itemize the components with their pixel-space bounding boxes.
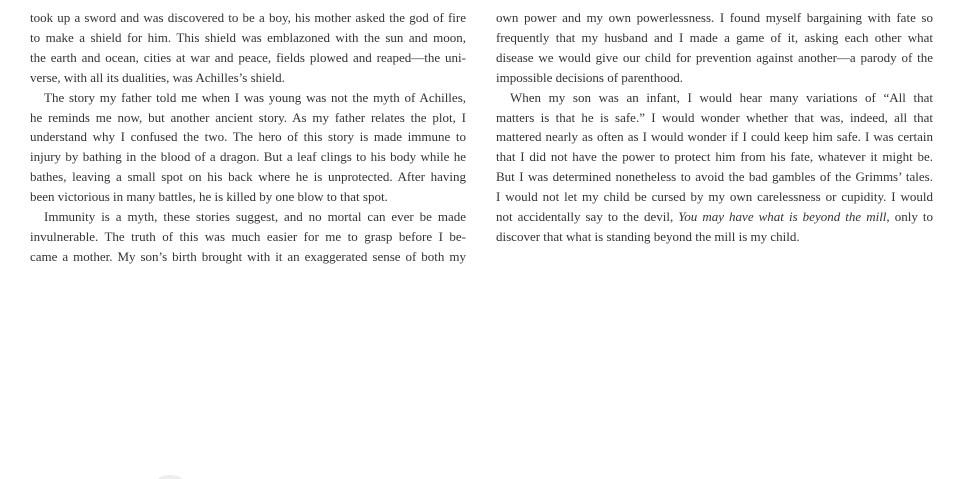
paragraph <box>496 8 933 88</box>
text-segment: matters is that he is safe.” I would wonder whether that was, indeed, all that <box>496 109 933 125</box>
text-line <box>30 28 466 48</box>
text-segment: The story my father told me when I was young was not the myth of Achilles, <box>44 89 466 105</box>
text-segment: injury by bathing in the blood of a dragon. But a leaf clings to his body while he <box>30 149 466 165</box>
text-segment: invulnerable. The truth of this was much easier for me to grasp before I be- <box>30 228 466 244</box>
text-segment: frequently that my husband and I made a game of it, asking each other what <box>496 29 933 45</box>
paragraph <box>30 8 466 88</box>
text-segment: , only to <box>886 209 933 225</box>
text-line <box>496 68 933 88</box>
text-line <box>496 147 933 167</box>
text-segment: not accidentally say to the devil, <box>496 209 679 225</box>
italic-phrase: You may have what is beyond the mill <box>678 209 887 225</box>
text-line <box>30 207 466 227</box>
paragraph <box>30 88 466 207</box>
paragraph <box>496 88 933 247</box>
text-segment: came a mother. My son’s birth brought with it an exaggerated sense of both my <box>30 248 466 264</box>
text-segment: Immunity is a myth, these stories suggest, and no mortal can ever be made <box>44 209 466 225</box>
text-column-left <box>30 8 466 267</box>
text-segment: mattered nearly as often as I would wonder if I could keep him safe. I was certain <box>496 129 933 145</box>
text-line <box>30 227 466 247</box>
text-segment: When my son was an infant, I would hear many variations of “All that <box>510 89 933 105</box>
text-segment: to make a shield for him. This shield was emblazoned with the sun and moon, <box>30 29 466 45</box>
text-segment: I would not let my child be cursed by my own carelessness or cupidity. I would <box>496 189 933 205</box>
text-line <box>496 48 933 68</box>
text-segment: disease we would give our child for prevention against another—a parody of the <box>496 49 933 65</box>
text-line <box>30 187 466 207</box>
text-line <box>30 108 466 128</box>
text-segment: impossible decisions of parenthood. <box>496 69 684 85</box>
text-segment: verse, with all its dualities, was Achilles’s shield. <box>30 69 285 85</box>
text-segment: been victorious in many battles, he is killed by one blow to that spot. <box>30 189 388 205</box>
text-column-right <box>496 8 933 247</box>
text-line <box>496 227 933 247</box>
text-line <box>30 247 466 267</box>
text-segment: discover that what is standing beyond the mill is my child. <box>496 228 800 244</box>
text-line <box>496 108 933 128</box>
text-line <box>496 127 933 147</box>
text-line <box>496 167 933 187</box>
text-line <box>496 88 933 108</box>
text-segment: the earth and ocean, cities at war and peace, fields plowed and reaped—the uni- <box>30 49 466 65</box>
text-line <box>30 127 466 147</box>
text-segment: own power and my own powerlessness. I found myself bargaining with fate so <box>496 10 933 25</box>
text-line <box>30 68 466 88</box>
text-segment: bathes, leaving a small spot on his back where he is unprotected. After having <box>30 169 466 185</box>
text-line <box>496 207 933 227</box>
text-line <box>30 147 466 167</box>
text-segment: he reminds me now, but another ancient story. As my father relates the plot, I <box>30 109 466 125</box>
text-line <box>496 28 933 48</box>
text-segment: took up a sword and was discovered to be a boy, his mother asked the god of fire <box>30 10 466 25</box>
text-segment: understand why I confused the two. The hero of this story is made immune to <box>30 129 466 145</box>
text-segment: that I did not have the power to protect him from his fate, whatever it might be. <box>496 149 933 165</box>
text-line <box>30 167 466 187</box>
bottom-edge-artifact <box>157 475 183 479</box>
paragraph <box>30 207 466 267</box>
text-segment: But I was determined nonetheless to avoid the bad gambles of the Grimms’ tales. <box>496 169 933 185</box>
text-line <box>30 48 466 68</box>
text-line <box>496 187 933 207</box>
text-line <box>30 88 466 108</box>
text-line <box>496 8 933 28</box>
text-line <box>30 8 466 28</box>
